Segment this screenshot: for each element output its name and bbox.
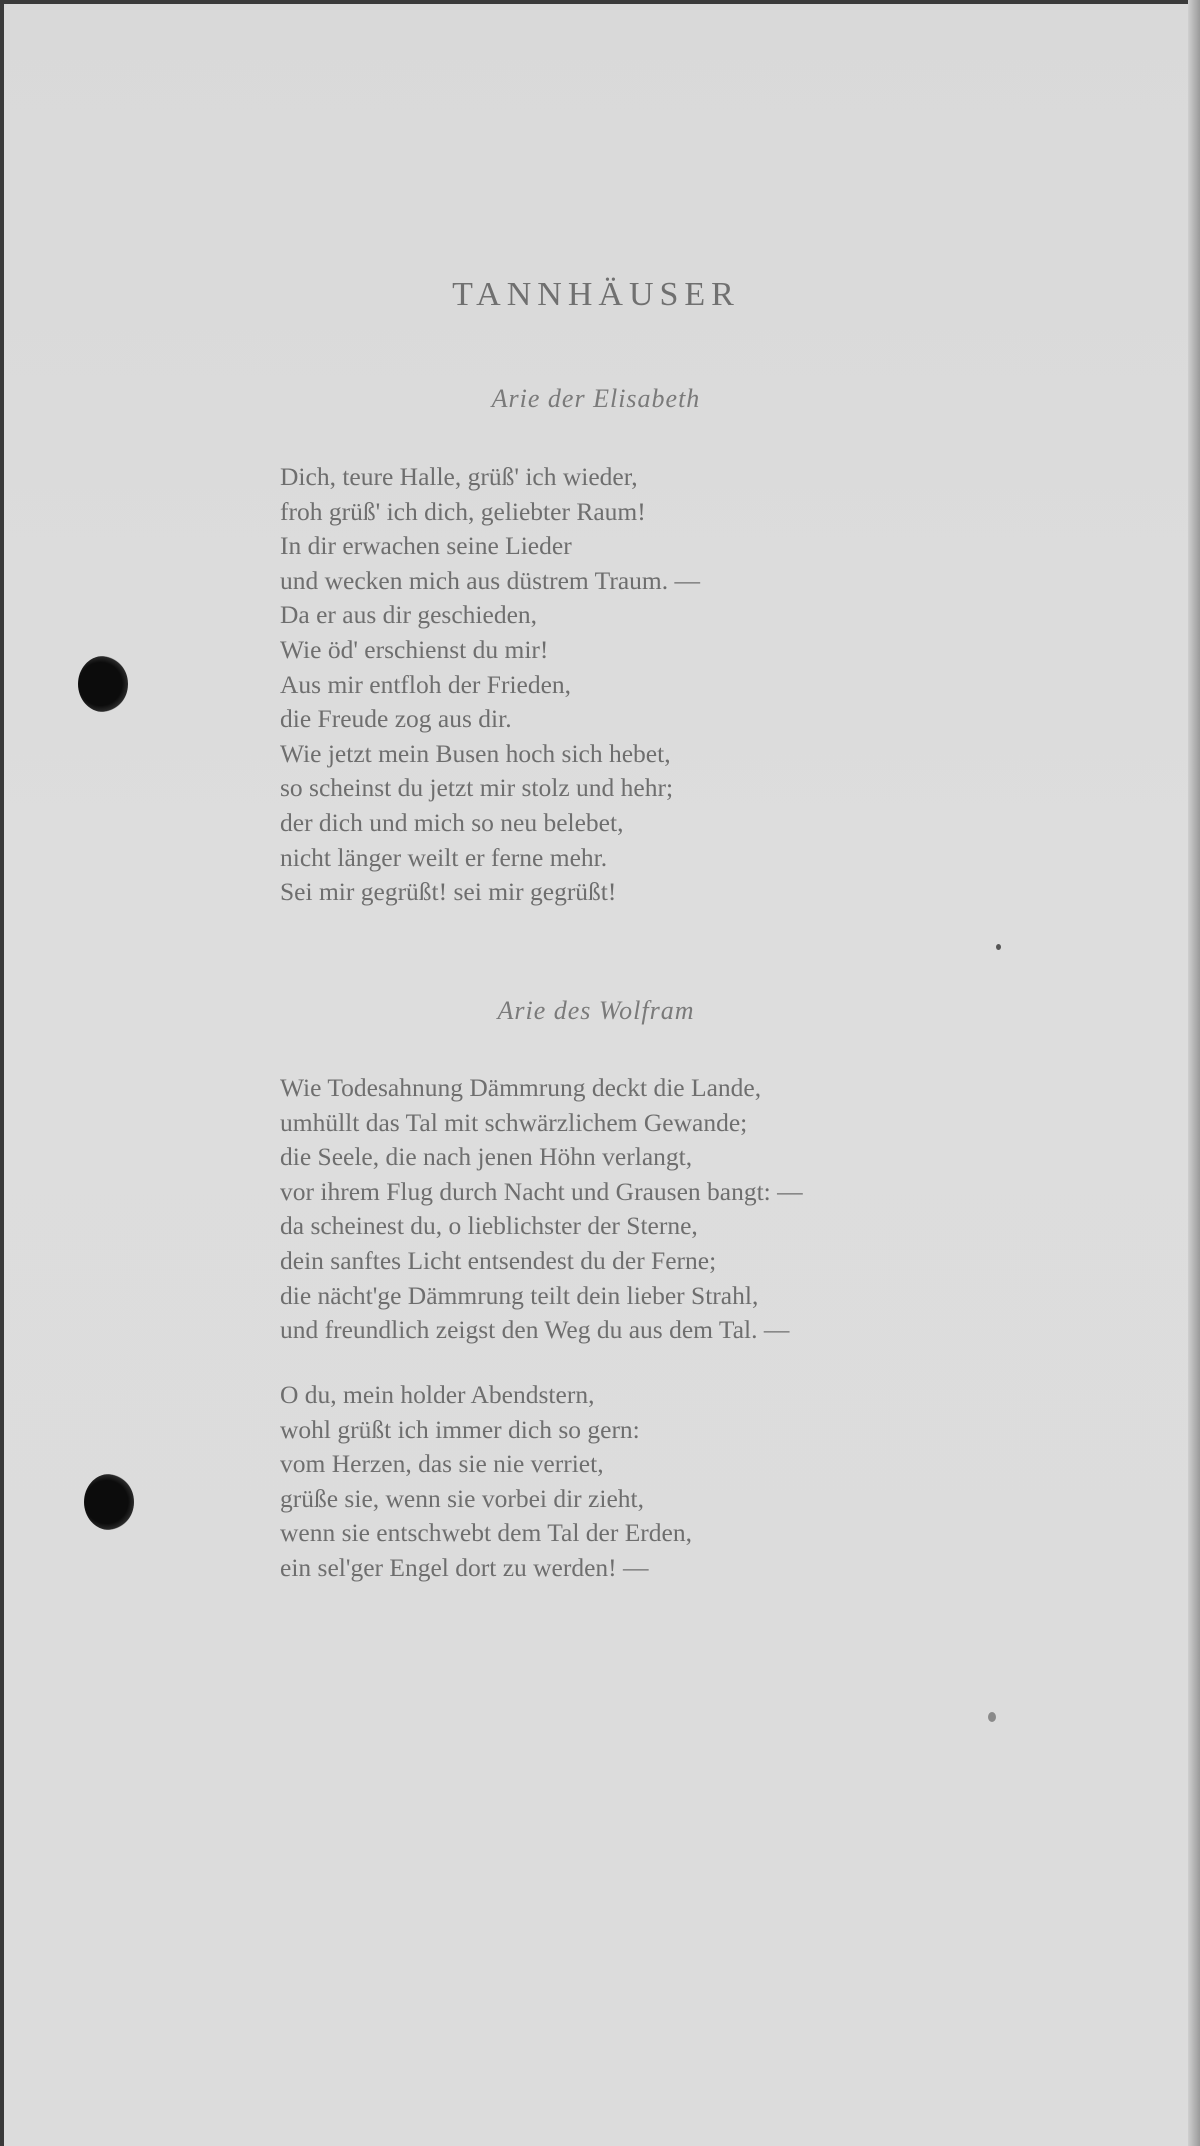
verse-line: Dich, teure Halle, grüß' ich wieder,	[280, 462, 638, 491]
verse-line: umhüllt das Tal mit schwärzlichem Gewande;	[280, 1107, 748, 1137]
verse-line: ein sel'ger Engel dort zu werden! —	[280, 1552, 649, 1582]
section-heading-elisabeth: Arie der Elisabeth	[491, 384, 701, 413]
verse-line: wenn sie entschwebt dem Tal der Erden,	[280, 1518, 692, 1548]
verse-line: Wie öd' erschienst du mir!	[280, 634, 549, 664]
verse-line: die nächt'ge Dämmrung teilt dein lieber Strahl,	[280, 1280, 759, 1310]
verse-line: die Seele, die nach jenen Höhn verlangt,	[280, 1142, 693, 1172]
verse-line: wohl grüßt ich immer dich so gern:	[280, 1414, 640, 1444]
verse-line: so scheinst du jetzt mir stolz und hehr;	[280, 773, 674, 803]
punch-hole	[78, 656, 128, 712]
verse-line: dein sanftes Licht entsendest du der Ferne;	[280, 1245, 717, 1275]
verse-line: Wie Todesahnung Dämmrung deckt die Lande,	[280, 1073, 762, 1102]
verse-line: der dich und mich so neu belebet,	[280, 807, 624, 837]
verse-line: froh grüß' ich dich, geliebter Raum!	[280, 496, 646, 526]
page-edge-shadow	[1188, 0, 1200, 2146]
verse-line: da scheinest du, o lieblichster der Sterne,	[280, 1211, 698, 1241]
verse-line: vom Herzen, das sie nie verriet,	[280, 1449, 604, 1479]
verse-wolfram-stanza-1	[280, 1071, 803, 1348]
verse-line: vor ihrem Flug durch Nacht und Grausen bangt: —	[280, 1176, 803, 1206]
document-page	[4, 4, 1190, 2146]
verse-line: Da er aus dir geschieden,	[280, 600, 538, 630]
verse-line: Aus mir entfloh der Frieden,	[280, 669, 572, 699]
verse-elisabeth	[280, 460, 700, 910]
verse-line: nicht länger weilt er ferne mehr.	[280, 842, 608, 872]
verse-line: grüße sie, wenn sie vorbei dir zieht,	[280, 1483, 644, 1513]
paper-speck	[988, 1712, 996, 1722]
punch-hole	[84, 1474, 134, 1530]
verse-line: Wie jetzt mein Busen hoch sich hebet,	[280, 738, 671, 768]
paper-speck	[996, 944, 1001, 950]
verse-line: In dir erwachen seine Lieder	[280, 531, 572, 561]
verse-line: und wecken mich aus düstrem Traum. —	[280, 565, 700, 595]
verse-line: die Freude zog aus dir.	[280, 704, 512, 734]
verse-wolfram-stanza-2	[280, 1378, 692, 1586]
verse-line: Sei mir gegrüßt! sei mir gegrüßt!	[280, 877, 617, 907]
section-heading-wolfram: Arie des Wolfram	[497, 996, 695, 1025]
verse-line: O du, mein holder Abendstern,	[280, 1380, 595, 1409]
verse-line: und freundlich zeigst den Weg du aus dem Tal. —	[280, 1315, 790, 1345]
page-title: TANNHÄUSER	[452, 276, 740, 313]
